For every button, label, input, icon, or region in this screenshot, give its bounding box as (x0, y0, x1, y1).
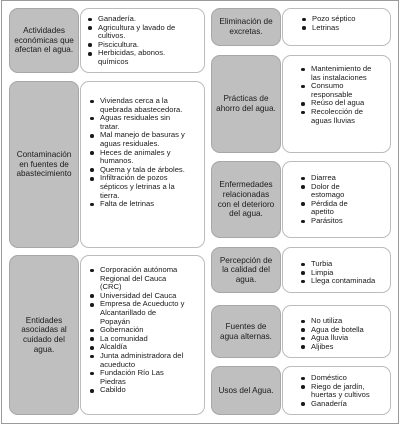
items-percepcion-calidad (282, 247, 391, 293)
list-item: Diarrea (300, 174, 360, 183)
list-item: Pozo séptico (301, 15, 384, 24)
list-item: Fundación Río Las Piedras (89, 369, 188, 386)
category-entidades (9, 255, 79, 415)
items-eliminacion-excretas (282, 8, 391, 46)
list-item: Riego de jardín, huertas y cultivos (300, 383, 384, 400)
list-item: Dolor de estomago (300, 183, 360, 200)
list-item: Parásitos (300, 217, 360, 226)
category-enfermedades (211, 161, 281, 238)
items-fuentes-alternas (282, 305, 391, 358)
list-item: Aguas residuales sin tratar. (89, 114, 186, 131)
list-item: Turbia (300, 260, 384, 269)
items-practicas-ahorro (282, 55, 391, 153)
category-fuentes-alternas (211, 305, 281, 358)
list-item: Aljibes (300, 343, 384, 352)
list-item: Universidad del Cauca (89, 292, 188, 301)
category-label: Actividades económicas que afectan el agua. (14, 26, 74, 55)
items-contaminacion (80, 81, 205, 248)
list-item: Agua lluvia (300, 334, 384, 343)
list-item: Cabildo (89, 386, 188, 395)
list-item: Piscicultura. (87, 41, 198, 50)
category-label: Percepción de la calidad del agua. (219, 255, 273, 284)
list-item: Alcaldía (89, 343, 188, 352)
list-item: Gobernación (89, 326, 188, 335)
category-contaminacion (9, 81, 79, 248)
category-label: Fuentes de agua alternas. (220, 321, 272, 341)
category-label: Enfermedades relacionadas con el deterioro del agua. (217, 180, 275, 219)
items-enfermedades (282, 161, 391, 238)
list-item: Letrinas (301, 24, 384, 33)
list-item: Agua de botella (300, 326, 384, 335)
list-item: Ganadería (300, 400, 384, 409)
category-usos-agua (211, 366, 281, 415)
list-item: Empresa de Acueducto y Alcantarillado de Popayán (89, 300, 188, 326)
category-eliminacion-excretas (211, 8, 281, 46)
list-item: Junta administradora del acueducto (89, 352, 188, 369)
list-item: Pérdida de apetito (300, 200, 360, 217)
list-item: Quema y tala de árboles. (89, 166, 186, 175)
category-practicas-ahorro (211, 55, 281, 153)
category-label: Prácticas de ahorro del agua. (216, 94, 276, 113)
category-label: Entidades asociadas al cuidado del agua. (21, 315, 67, 354)
list-item: Llega contaminada (300, 277, 384, 286)
list-item: Consumo responsable (300, 82, 382, 99)
category-actividades-economicas (9, 8, 79, 73)
list-item: No utiliza (300, 317, 384, 326)
list-item: Reúso del agua (300, 99, 382, 108)
list-item: Viviendas cerca a la quebrada abastecedora. (89, 97, 186, 114)
list-item: Doméstico (300, 374, 384, 383)
items-actividades-economicas (80, 8, 205, 73)
items-usos-agua (282, 366, 391, 415)
list-item: Limpia (300, 269, 384, 278)
category-percepcion-calidad (211, 247, 281, 293)
items-entidades (80, 255, 205, 415)
list-item: Falta de letrinas (89, 200, 186, 209)
list-item: Infiltración de pozos sépticos y letrinas a la tierra. (89, 174, 186, 200)
list-item: Mantenimiento de las instalaciones (300, 65, 382, 82)
category-label: Contaminación en fuentes de abastecimiento (16, 150, 72, 179)
list-item: Recolección de aguas lluvias (300, 108, 382, 125)
list-item: La comunidad (89, 335, 188, 344)
category-label: Eliminación de excretas. (219, 17, 273, 36)
list-item: Corporación autónoma Regional del Cauca (CRC) (89, 266, 188, 292)
list-item: Agricultura y lavado de cultivos. (87, 24, 198, 41)
list-item: Mal manejo de basuras y aguas residuales. (89, 131, 186, 148)
list-item: Herbicidas, abonos. químicos (87, 49, 198, 66)
list-item: Ganadería. (87, 15, 198, 24)
category-label: Usos del Agua. (218, 385, 274, 395)
list-item: Heces de animales y humanos. (89, 149, 186, 166)
